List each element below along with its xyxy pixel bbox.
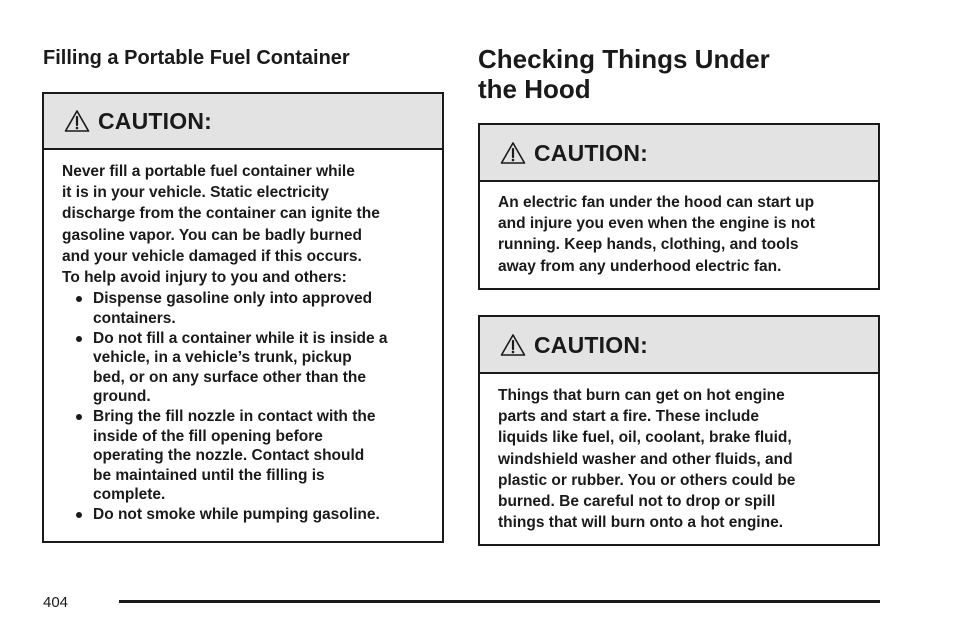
warning-triangle-icon [500,141,526,165]
caution-bullet-item: Dispense gasoline only into approved containers. [93,289,428,328]
caution-fan-text: An electric fan under the hood can start up and injure you even when the engine is not running. Keep hands, clothing, and tools away from any underhood electric fan. [498,194,815,275]
caution-bullet-list [62,289,428,525]
footer-rule [119,600,880,603]
caution-title: CAUTION: [534,331,649,358]
section-heading-fuel-container: Filling a Portable Fuel Container [43,47,350,69]
caution-box-fuel-container [42,92,444,543]
caution-bullet-item: Bring the fill nozzle in contact with the inside of the fill opening before operating the nozzle. Contact should be maintained until the filling is complete. [93,407,428,505]
caution-title: CAUTION: [534,139,649,166]
caution-body [44,150,442,525]
section-heading-under-hood: Checking Things Under the Hood [478,44,770,104]
caution-title: CAUTION: [98,108,213,134]
caution-body [480,182,878,277]
caution-header [480,125,878,182]
caution-header [480,317,878,374]
caution-header [44,94,442,150]
caution-bullet-item: Do not fill a container while it is inside a vehicle, in a vehicle’s trunk, pickup bed, or on any surface other than the ground. [93,329,428,407]
caution-burn-text: Things that burn can get on hot engine parts and start a fire. These include liquids like fuel, oil, coolant, brake fluid, windshield washer and other fluids, and plastic or rubber. You or others could be burned. Be careful not to drop or spill things that will burn onto a hot engine. [498,387,796,532]
caution-intro-text: Never fill a portable fuel container while it is in your vehicle. Static electricity discharge from the container can ignite the gasoline vapor. You can be badly burned and your vehicle damaged if this occurs. To help avoid injury to you and others: [62,163,380,287]
caution-box-hot-engine [478,315,880,546]
caution-body [480,374,878,533]
warning-triangle-icon [64,109,90,133]
caution-bullet-item: Do not smoke while pumping gasoline. [93,505,428,525]
caution-box-electric-fan [478,123,880,290]
warning-triangle-icon [500,333,526,357]
page-number: 404 [43,594,69,611]
